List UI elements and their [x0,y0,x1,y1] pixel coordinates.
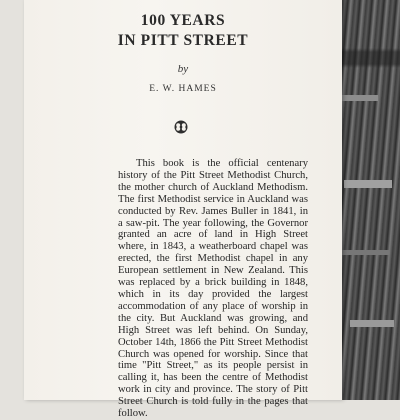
book-cover [24,0,342,420]
photo-roof-detail [334,250,389,255]
rosette-icon [172,119,190,135]
photo-roof-detail [338,95,378,101]
byline-label: by [177,63,189,75]
book-title-line2: IN PITT STREET [117,32,249,49]
author-name: E. W. HAMES [149,84,217,94]
photo-roof-detail [350,320,394,327]
photo-roof-detail [344,180,392,188]
book-title-line1: 100 YEARS [140,12,226,29]
blurb-paragraph: This book is the official centenary history of the Pitt Street Methodist Church, the mother church of Auckland Methodism. The first Methodist service in Auckland was conducted by Rev. James Buller in 1841, in a saw-pit. The year following, the Governor granted an acre of land in High Street where, in 1843, a weatherboard chapel was erected, the first Methodist chapel in any European settlement in New Zealand. This was replaced by a brick building in 1848, which in its day provided the largest accommodation of any place of worship in the city. But Auckland was growing, and High Street was left behind. On Sunday, October 14th, 1866 the Pitt Street Methodist Church was opened for worship. Since that time "Pitt Street," as its people persist in calling it, has been the centre of Methodist work in city and province. The story of Pitt Street Church is told fully in the pages that follow. [118,158,308,420]
